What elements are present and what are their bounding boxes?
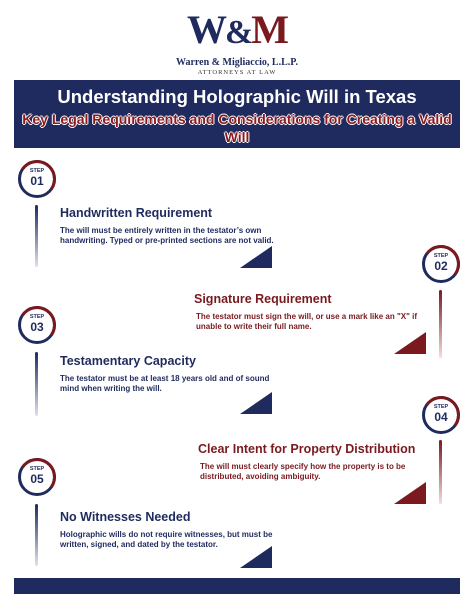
step-number: 02: [434, 259, 448, 273]
corner-triangle: [240, 392, 272, 414]
step-number: 03: [30, 320, 44, 334]
step-04-heading: Clear Intent for Property Distribution: [198, 442, 416, 456]
corner-triangle: [240, 546, 272, 568]
step-04-body: The will must clearly specify how the property is to be distributed, avoiding ambiguity.: [200, 462, 406, 481]
step-label: STEP: [433, 253, 449, 259]
logo-mark-w: W: [186, 7, 225, 52]
step-03-heading: Testamentary Capacity: [60, 354, 196, 368]
step-01-badge: [18, 160, 56, 198]
step-05-heading: No Witnesses Needed: [60, 510, 191, 524]
timeline-line: [35, 205, 38, 267]
step-03-body: The testator must be at least 18 years old and of sound mind when writing the will.: [60, 374, 270, 393]
logo-monogram: [0, 8, 474, 55]
corner-triangle: [240, 246, 272, 268]
step-label: STEP: [29, 314, 45, 320]
page-subtitle: Key Legal Requirements and Considerations for Creating a Valid Will: [22, 111, 452, 145]
step-05-body: Holographic wills do not require witnesses, but must be written, signed, and dated by the testator.: [60, 530, 273, 549]
step-number: 01: [30, 174, 44, 188]
logo-tagline: ATTORNEYS AT LAW: [197, 69, 277, 76]
step-04-badge: [422, 396, 460, 434]
title-banner: [14, 80, 460, 148]
logo-mark-amp: &: [224, 14, 252, 51]
logo-mark-m: M: [251, 7, 288, 52]
step-03-badge: [18, 306, 56, 344]
corner-triangle: [394, 332, 426, 354]
firm-logo: [0, 8, 474, 76]
page-title: Understanding Holographic Will in Texas: [57, 86, 417, 107]
timeline-line: [439, 290, 442, 358]
step-05-badge: [18, 458, 56, 496]
step-number: 05: [30, 472, 44, 486]
step-01-heading: Handwritten Requirement: [60, 206, 213, 220]
footer-bar: [14, 578, 460, 594]
timeline-line: [439, 440, 442, 504]
step-01-body: The will must be entirely written in the testator’s own handwriting. Typed or pre-printed sections are not valid.: [60, 226, 274, 245]
timeline-line: [35, 352, 38, 416]
step-label: STEP: [29, 466, 45, 472]
step-label: STEP: [29, 168, 45, 174]
timeline-line: [35, 504, 38, 566]
step-02-heading: Signature Requirement: [194, 292, 332, 306]
step-label: STEP: [433, 404, 449, 410]
corner-triangle: [394, 482, 426, 504]
step-number: 04: [434, 410, 448, 424]
step-02-badge: [422, 245, 460, 283]
logo-firm-name: Warren & Migliaccio, L.L.P.: [176, 57, 298, 68]
step-02-body: The testator must sign the will, or use a mark like an "X" if unable to write their full name.: [196, 312, 417, 331]
